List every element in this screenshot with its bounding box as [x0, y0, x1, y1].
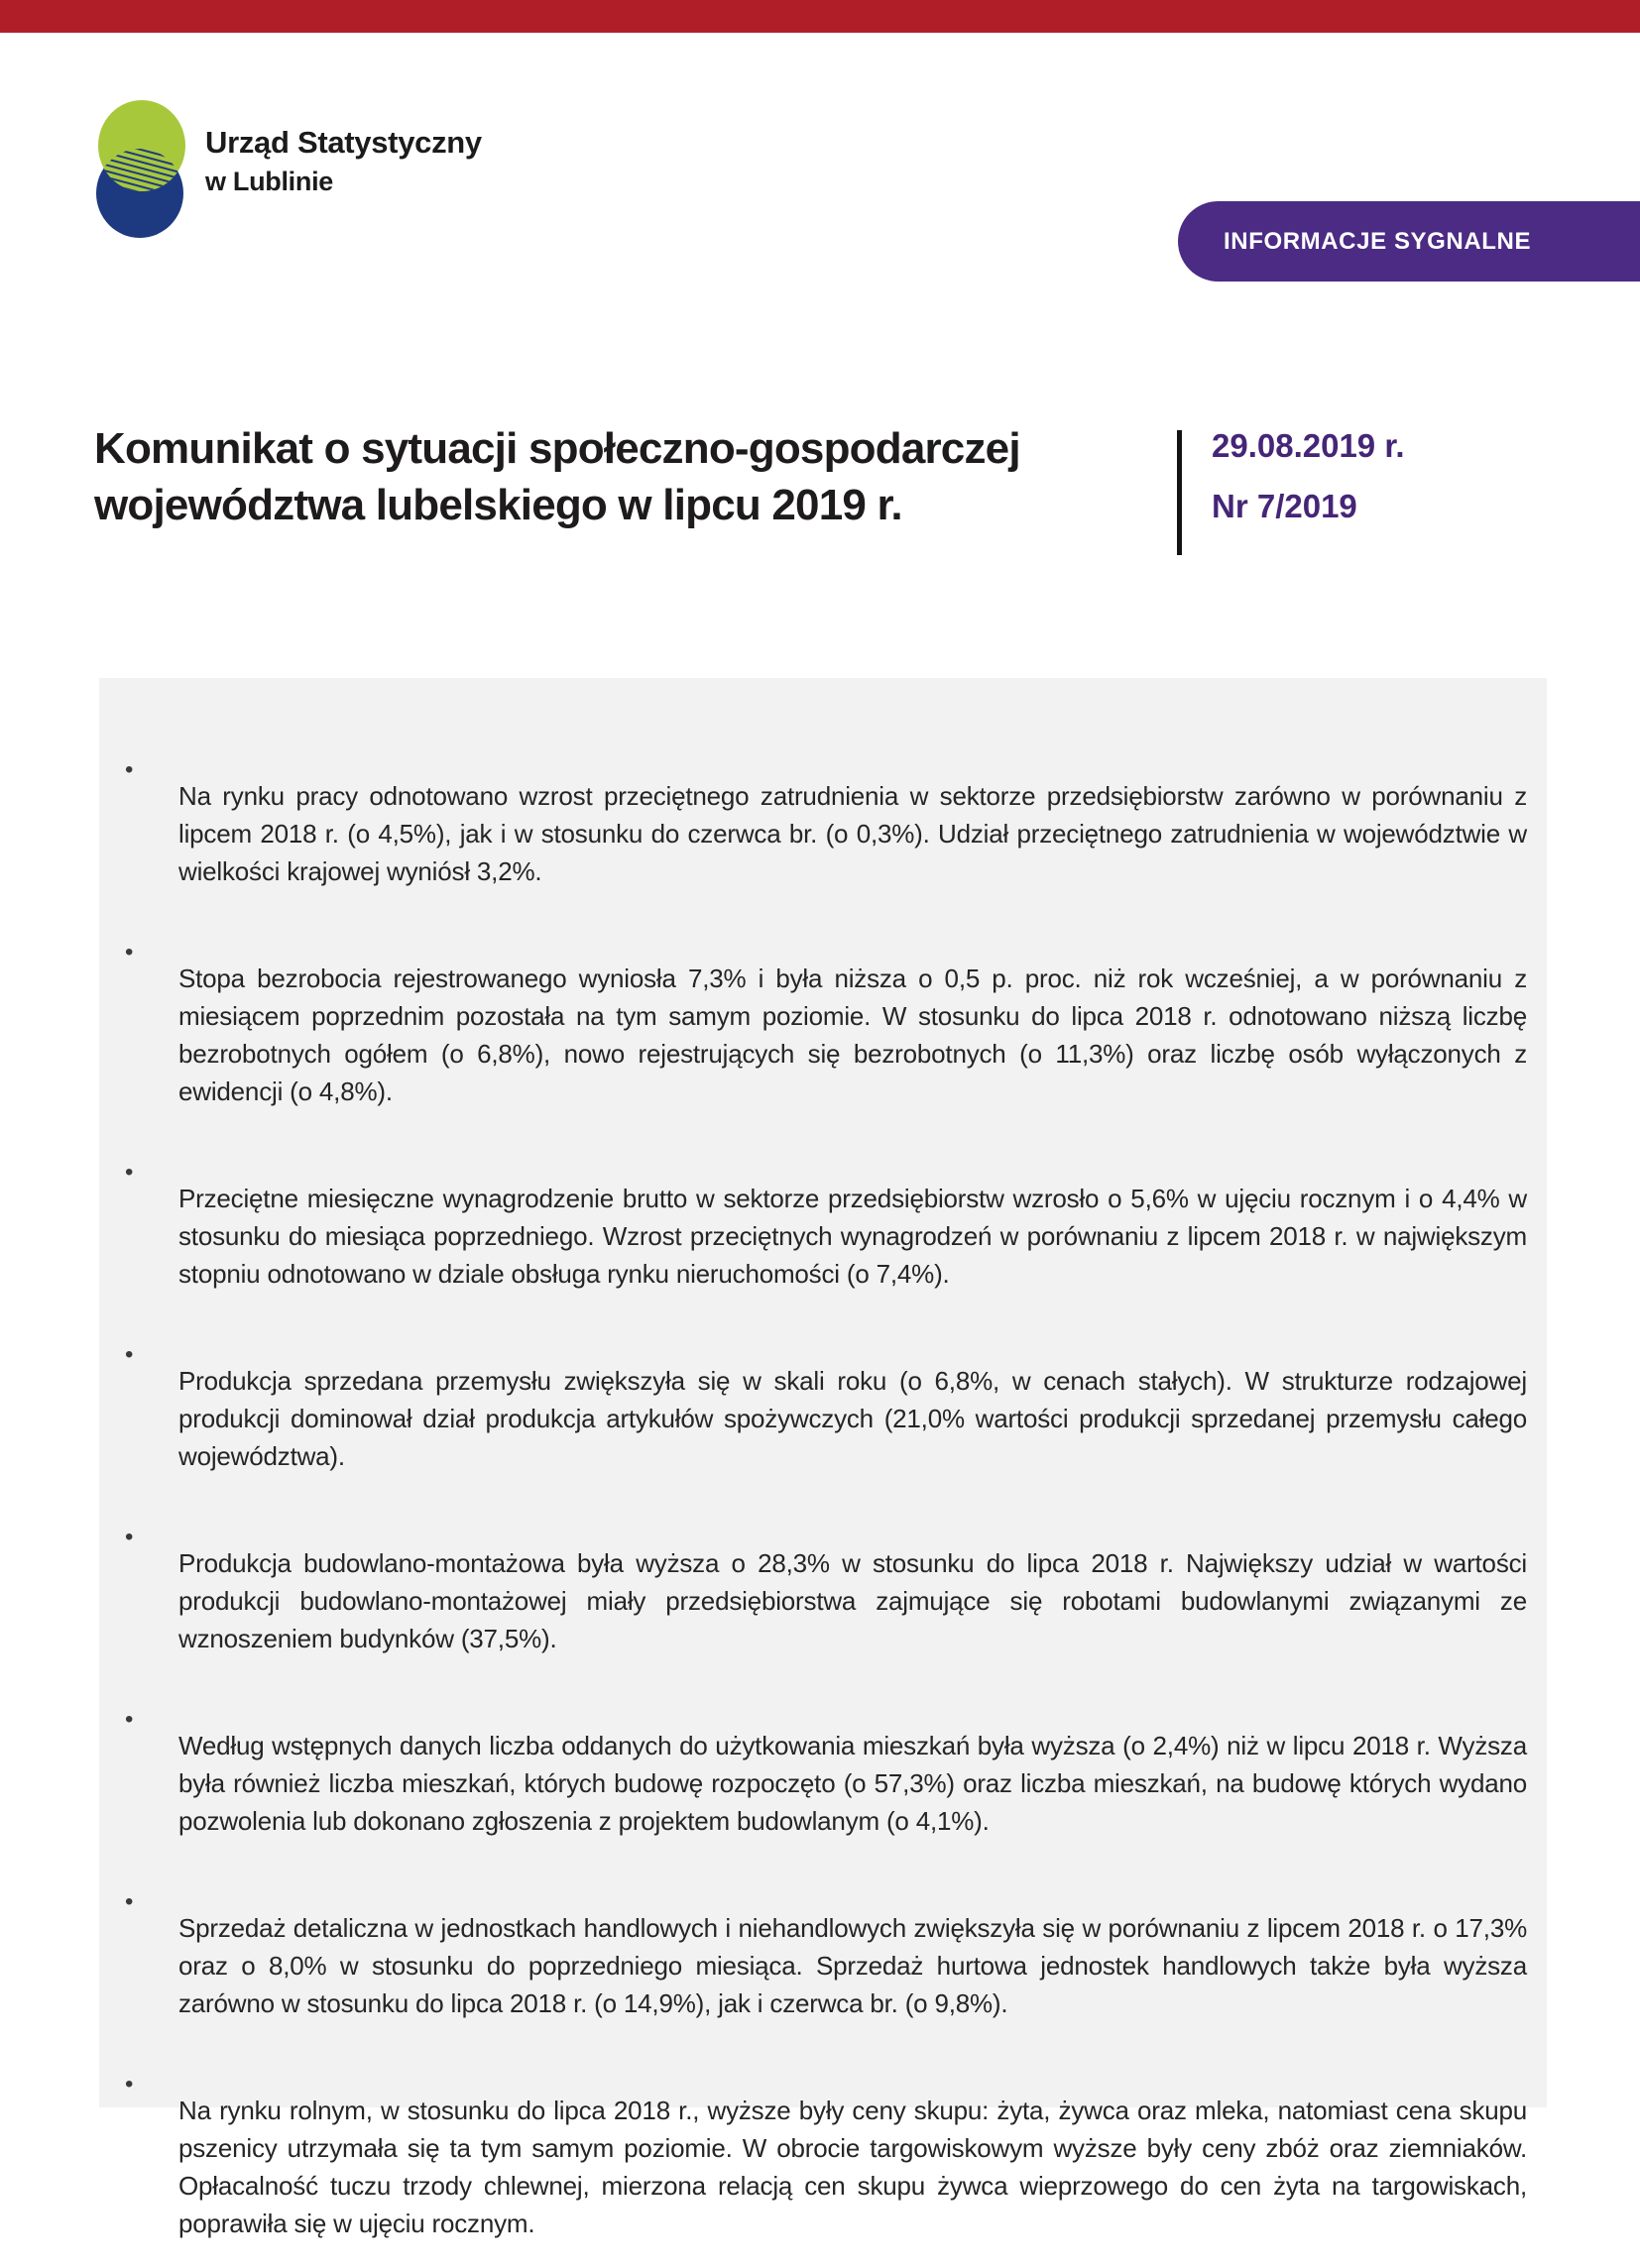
- bullet-paragraph-construction: Produkcja budowlano-montażowa była wyższa o 28,3% w stosunku do lipca 2018 r. Największy udział w wartości produkcji budowlano-montażowej miały przedsiębiorstwa zajmujące się robotami budowlanymi związanymi ze wznoszeniem budynków (37,5%).: [178, 1548, 1527, 1653]
- bullet-paragraph-housing: Według wstępnych danych liczba oddanych do użytkowania mieszkań była wyższa (o 2,4%) niż w lipcu 2018 r. Wyższa była również liczba mieszkań, których budowę rozpoczęto (o 57,3%) oraz liczba mieszkań, na budowę których wydano pozwolenia lub dokonano zgłoszenia z projektem budowlanym (o 4,1%).: [178, 1731, 1527, 1836]
- issue-number: Nr 7/2019: [1212, 488, 1357, 524]
- title-meta-divider: [1177, 430, 1182, 555]
- bullet-icon: •: [125, 1524, 134, 1550]
- bullet-icon: •: [125, 939, 134, 965]
- page-title-line1: Komunikat o sytuacji społeczno-gospodarczej: [94, 424, 1020, 473]
- logo-mark-icon: [94, 99, 189, 240]
- list-item: [123, 1883, 1527, 2048]
- publication-meta: [1212, 426, 1405, 526]
- page-title-line2: województwa lubelskiego w lipcu 2019 r.: [94, 481, 902, 529]
- bullet-icon: •: [125, 1888, 134, 1915]
- list-item: [123, 1154, 1527, 1318]
- page-title: [94, 420, 1096, 533]
- publication-date: 29.08.2019 r.: [1212, 427, 1405, 464]
- bullet-icon: •: [125, 2071, 134, 2098]
- bullet-paragraph-wages: Przeciętne miesięczne wynagrodzenie brutto w sektorze przedsiębiorstw wzrosło o 5,6% w ujęciu rocznym i o 4,4% w stosunku do miesiąca poprzedniego. Wzrost przeciętnych wynagrodzeń w porównaniu z lipcem 2018 r. w największym stopniu odnotowano w dziale obsługa rynku nieruchomości (o 7,4%).: [178, 1184, 1527, 1289]
- bullet-paragraph-industry: Produkcja sprzedana przemysłu zwiększyła się w skali roku (o 6,8%, w cenach stałych). W strukturze rodzajowej produkcji dominował dział produkcja artykułów spożywczych (21,0% wartości produkcji sprzedanej przemysłu całego województwa).: [178, 1366, 1527, 1471]
- summary-panel: [99, 678, 1547, 2238]
- informacje-sygnalne-badge: [1178, 201, 1640, 282]
- bullet-paragraph-unemployment: Stopa bezrobocia rejestrowanego wyniosła 7,3% i była niższa o 0,5 p. proc. niż rok wcześniej, a w porównaniu z miesiącem poprzednim pozostała na tym samym poziomie. W stosunku do lipca 2018 r. odnotowano niższą liczbę bezrobotnych ogółem (o 6,8%), nowo rejestrujących się bezrobotnych (o 11,3%) oraz liczbę osób wyłączonych z ewidencji (o 4,8%).: [178, 964, 1527, 1106]
- logo-text: [205, 125, 482, 197]
- statistical-office-logo: [94, 99, 649, 243]
- bullet-paragraph-retail: Sprzedaż detaliczna w jednostkach handlowych i niehandlowych zwiększyła się w porównaniu z lipcem 2018 r. o 17,3% oraz o 8,0% w stosunku do poprzedniego miesiąca. Sprzedaż hurtowa jednostek handlowych także była wyższa zarówno w stosunku do lipca 2018 r. (o 14,9%), jak i czerwca br. (o 9,8%).: [178, 1913, 1527, 2018]
- list-item: [123, 1336, 1527, 1501]
- list-item: [123, 2066, 1527, 2268]
- bullet-icon: •: [125, 1159, 134, 1186]
- list-item: [123, 751, 1527, 916]
- badge-label: INFORMACJE SYGNALNE: [1224, 227, 1532, 255]
- list-item: [123, 1701, 1527, 1866]
- bullet-icon: •: [125, 1706, 134, 1733]
- bullet-paragraph-employment: Na rynku pracy odnotowano wzrost przeciętnego zatrudnienia w sektorze przedsiębiorstw zarówno w porównaniu z lipcem 2018 r. (o 4,5%), jak i w stosunku do czerwca br. (o 0,3%). Udział przeciętnego zatrudnienia w województwie w wielkości krajowej wyniósł 3,2%.: [178, 781, 1527, 886]
- bullet-paragraph-agriculture: Na rynku rolnym, w stosunku do lipca 2018 r., wyższe były ceny skupu: żyta, żywca oraz mleka, natomiast cena skupu pszenicy utrzymała się ta tym samym poziomie. W obrocie targowiskowym wyższe były ceny zbóż oraz ziemniaków. Opłacalność tuczu trzody chlewnej, mierzona relacją cen skupu żywca wieprzowego do cen żyta na targowiskach, poprawiła się w ujęciu rocznym.: [178, 2096, 1527, 2238]
- organization-location: w Lublinie: [205, 167, 333, 196]
- bullet-icon: •: [125, 756, 134, 783]
- top-accent-bar: [0, 0, 1640, 33]
- list-item: [123, 934, 1527, 1136]
- bullet-icon: •: [125, 1341, 134, 1368]
- organization-name: Urząd Statystyczny: [205, 125, 482, 160]
- list-item: [123, 1519, 1527, 1683]
